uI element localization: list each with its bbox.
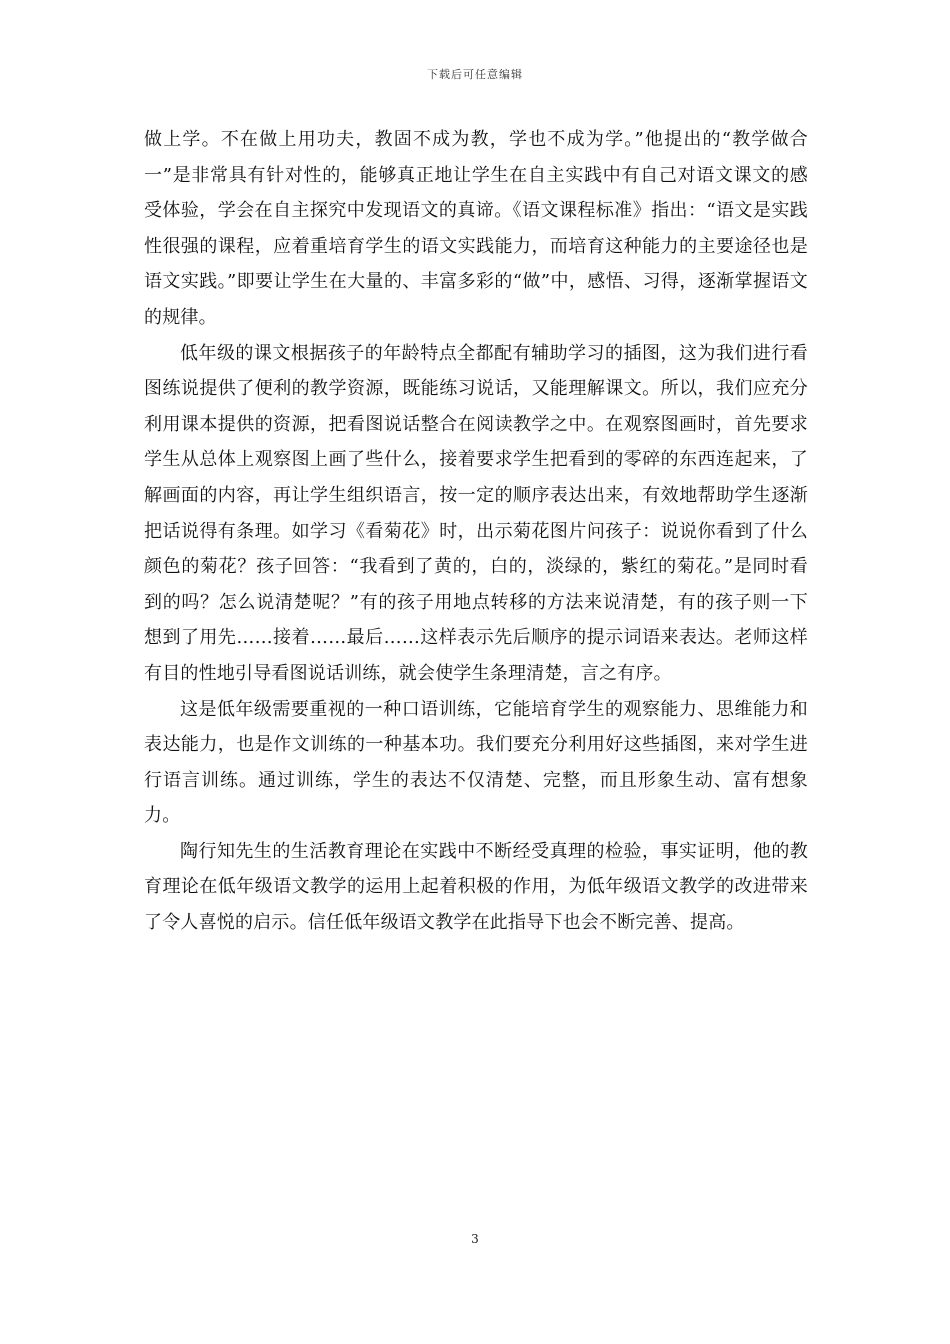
paragraph-3: 这是低年级需要重视的一种口语训练，它能培育学生的观察能力、思维能力和表达能力，也是作文训练的一种基本功。我们要充分利用好这些插图，来对学生进行语言训练。通过训练，学生的表达不仅清楚、完整，而且形象生动、富有想象力。 — [144, 698, 808, 827]
paragraph-2: 低年级的课文根据孩子的年龄特点全都配有辅助学习的插图，这为我们进行看图练说提供了便利的教学资源，既能练习说话，又能理解课文。所以，我们应充分利用课本提供的资源，把看图说话整合在阅读教学之中。在观察图画时，首先要求学生从总体上观察图上画了些什么，接着要求学生把看到的零碎的东西连起来，了解画面的内容，再让学生组织语言，按一定的顺序表达出来，有效地帮助学生逐渐把话说得有条理。如学习《看菊花》时，出示菊花图片问孩子：说说你看到了什么颜色的菊花？孩子回答：“我看到了黄的，白的，淡绿的，紫红的菊花。”是同时看到的吗？怎么说清楚呢？”有的孩子用地点转移的方法来说清楚，有的孩子则一下想到了用先……接着……最后……这样表示先后顺序的提示词语来表达。老师这样有目的性地引导看图说话训练，就会使学生条理清楚，言之有序。 — [144, 342, 808, 684]
body-text — [144, 122, 808, 941]
page-header: 下载后可任意编辑 — [427, 68, 523, 81]
paragraph-1: 做上学。不在做上用功夫，教固不成为教，学也不成为学。”他提出的“教学做合一”是非常具有针对性的，能够真正地让学生在自主实践中有自己对语文课文的感受体验，学会在自主探究中发现语文的真谛。《语文课程标准》指出：“语文是实践性很强的课程，应着重培育学生的语文实践能力，而培育这种能力的主要途径也是语文实践。”即要让学生在大量的、丰富多彩的“做”中，感悟、习得，逐渐掌握语文的规律。 — [144, 129, 808, 328]
page-number: 3 — [471, 1232, 479, 1246]
paragraph-4: 陶行知先生的生活教育理论在实践中不断经受真理的检验，事实证明，他的教育理论在低年级语文教学的运用上起着积极的作用，为低年级语文教学的改进带来了令人喜悦的启示。信任低年级语文教学在此指导下也会不断完善、提高。 — [144, 840, 808, 934]
